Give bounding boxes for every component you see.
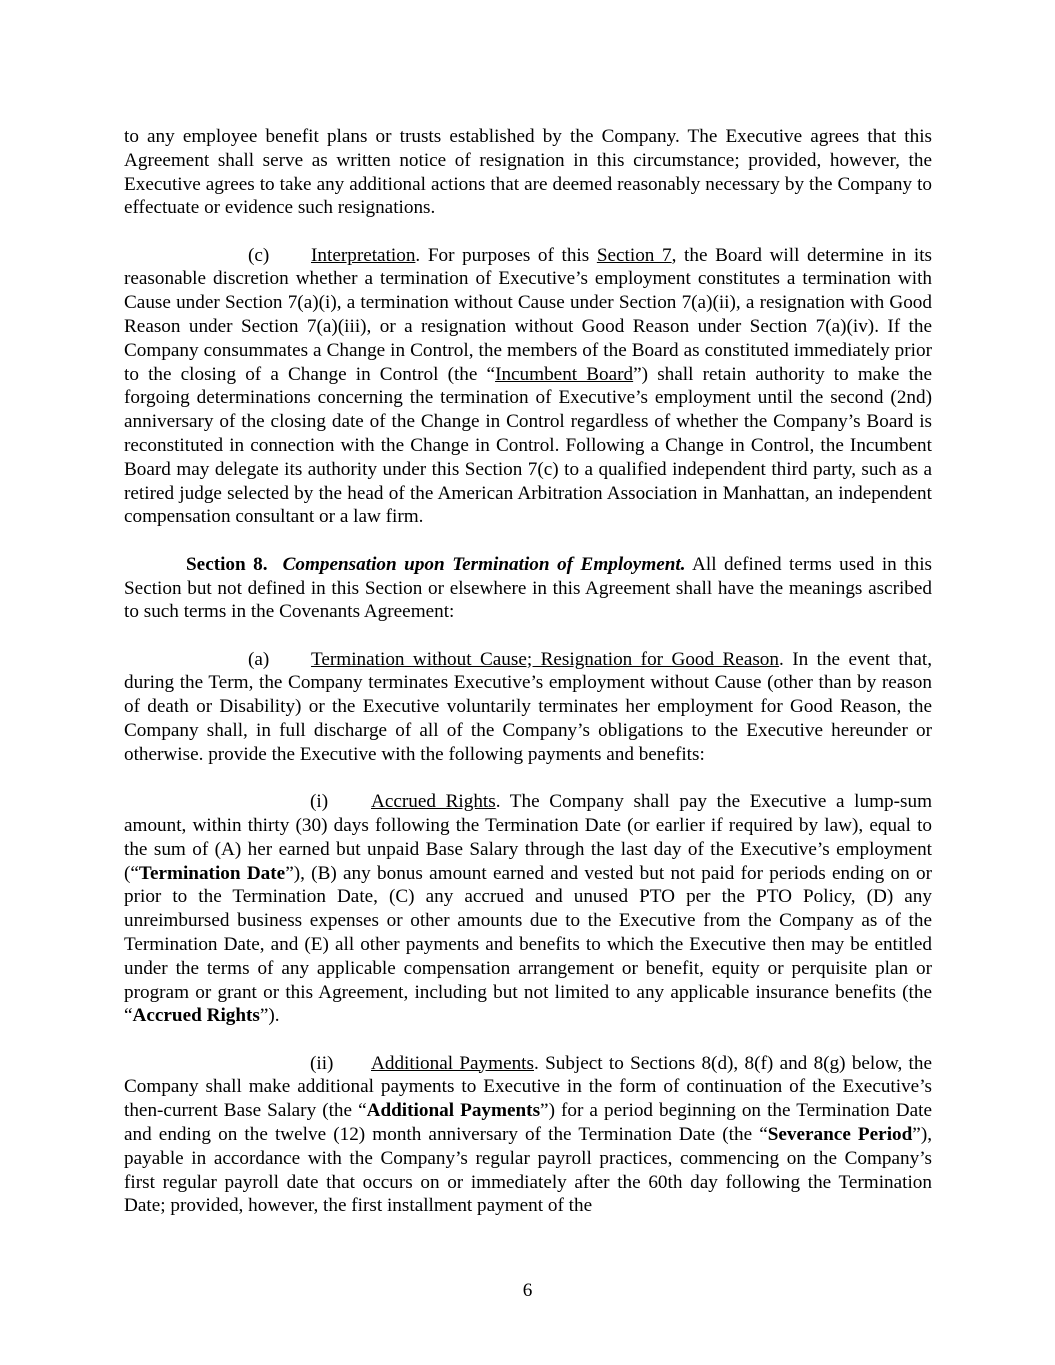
clause-text: ”), (B) any bonus amount earned and vested but not paid for periods ending on or prior to the Termination Date, (C) any accrued and unused PTO per the PTO Policy, (D) any unreimbursed business expenses or other amounts due to the Executive from the Company as of the Termination Date, and (E) all other payments and benefits to which the Executive then may be entitled under the terms of any applicable compensation arrangement or benefit, equity or perquisite plan or program or grant or this Agreement, including but not limited to any applicable insurance benefits (the “ [124, 862, 932, 1027]
section-text: All defined terms used in this Section but not defined in this Section or elsewhere in this Agreement shall have the meanings ascribed to such terms in the Covenants Agreement: [124, 553, 932, 623]
paragraph-8a-ii-additional-payments [124, 1052, 932, 1219]
clause-text: . For purposes of this [415, 244, 597, 266]
clause-heading: Additional Payments [371, 1052, 534, 1074]
paragraph-8a-i-accrued-rights [124, 790, 932, 1028]
clause-heading: Interpretation [311, 244, 416, 266]
section-title: Compensation upon Termination of Employment. [282, 553, 686, 575]
paragraph-7c-interpretation [124, 244, 932, 530]
defined-term: Termination Date [138, 862, 286, 884]
paragraph-resignation-notice [124, 125, 932, 220]
clause-heading: Accrued Rights [371, 791, 496, 813]
defined-term: Accrued Rights [132, 1005, 260, 1027]
clause-text: ”), payable in accordance with the Company’s regular payroll practices, commencing on the Company’s first regular payroll date that occurs on or immediately after the 60th day following the Termination Date; provided, however, the first installment payment of the [124, 1123, 932, 1217]
section-reference: Section 7 [596, 244, 672, 266]
clause-text: . In the event that, during the Term, the Company terminates Executive’s employment without Cause (other than by reason of death or Disability) or the Executive voluntarily terminates her employment for Good Reason, the Company shall, in full discharge of all of the Company’s obligations to the Executive hereunder or otherwise. provide the Executive with the following payments and benefits: [124, 648, 932, 765]
paragraph-section-8 [124, 553, 932, 624]
clause-number: (a) [248, 648, 270, 670]
clause-text: . The Company shall pay the Executive a lump-sum amount, within thirty (30) days following the Termination Date (or earlier if required by law), equal to the sum of (A) her earned but unpaid Base Salary through the last day of the Executive’s employment (“ [124, 791, 932, 884]
clause-heading: Termination without Cause; Resignation for Good Reason [311, 648, 779, 670]
defined-term: Incumbent Board [495, 363, 634, 385]
section-number: Section 8. [186, 553, 268, 575]
clause-text: , the Board will determine in its reasonable discretion whether a termination of Executive’s employment constitutes a termination with Cause under Section 7(a)(i), a termination without Cause under Section 7(a)(ii), a resignation with Good Reason under Section 7(a)(iii), or a resignation without Good Reason under Section 7(a)(iv). If the Company consummates a Change in Control, the members of the Board as constituted immediately prior to the closing of a Change in Control (the “ [124, 244, 933, 385]
clause-text: ”). [259, 1005, 280, 1027]
clause-text: ”) for a period beginning on the Termination Date and ending on the twelve (12) month anniversary of the Termination Date (the “ [124, 1100, 932, 1145]
defined-term: Additional Payments [366, 1100, 541, 1122]
clause-text: ”) shall retain authority to make the forgoing determinations concerning the termination of Executive’s employment until the second (2nd) anniversary of the closing date of the Change in Control regardless of whether the Company’s Board is reconstituted in connection with the Change in Control. Following a Change in Control, the Incumbent Board may delegate its authority under this Section 7(c) to a qualified independent third party, such as a retired judge selected by the head of the American Arbitration Association in Manhattan, an independent compensation consultant or a law firm. [124, 363, 933, 528]
defined-term: Severance Period [767, 1123, 913, 1145]
document-body [124, 125, 932, 1218]
page-number: 6 [522, 1280, 533, 1301]
clause-number: (ii) [310, 1052, 334, 1074]
paragraph-text: to any employee benefit plans or trusts established by the Company. The Executive agrees that this Agreement shall serve as written notice of resignation in this circumstance; provided, however, the Executive agrees to take any additional actions that are deemed reasonably necessary by the Company to effectuate or evidence such resignations. [124, 126, 932, 219]
paragraph-8a [124, 648, 932, 767]
clause-number: (c) [248, 244, 270, 266]
clause-number: (i) [310, 791, 329, 813]
clause-text: . Subject to Sections 8(d), 8(f) and 8(g) below, the Company shall make additional payments to Executive in the form of continuation of the Executive’s then-current Base Salary (the “ [124, 1052, 933, 1122]
